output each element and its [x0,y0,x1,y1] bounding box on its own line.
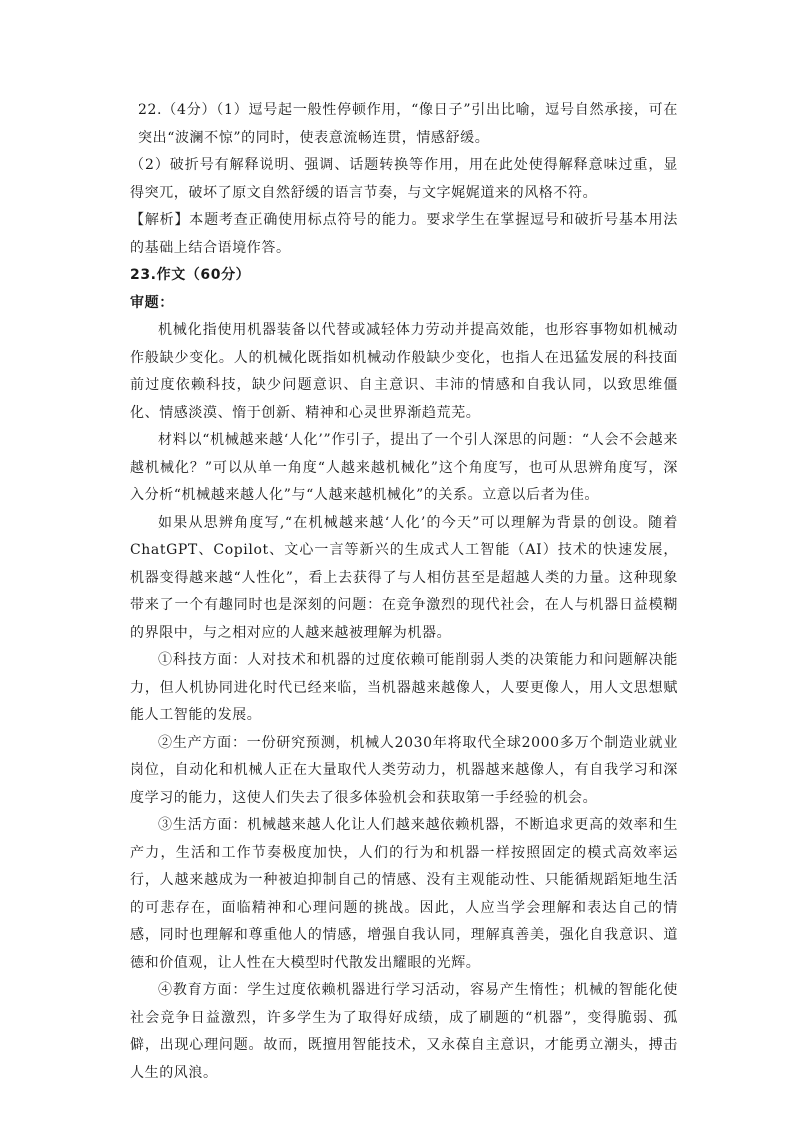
analysis-text: 本题考查正确使用标点符号的能力。要求学生在掌握逗号和破折号基本用法的基础上结合语境作答。 [130,212,678,256]
q22-analysis [130,207,678,262]
q23-title: 23.作文（60分） [130,267,251,283]
paragraph-technology: ①科技方面：人对技术和机器的过度依赖可能削弱人类的决策能力和问题解决能力，但人机协同进化时代已经来临，当机器越来越像人，人要更像人，用人文思想赋能人工智能的发展。 [130,652,678,723]
paragraph-education: ④教育方面：学生过度依赖机器进行学习活动，容易产生惰性；机械的智能化使社会竞争日益激烈，许多学生为了取得好成绩，成了刷题的“机器”，变得脆弱、孤僻，出现心理问题。故而，既擅用智能技术，又永葆自主意识，才能勇立潮头，搏击人生的风浪。 [130,982,678,1081]
paragraph-definition: 机械化指使用机器装备以代替或减轻体力劳动并提高效能，也形容事物如机械动作般缺少变化。人的机械化既指如机械动作般缺少变化，也指人在迅猛发展的科技面前过度依赖科技，缺少问题意识、自主意识、丰沛的情感和自我认同，以致思维僵化、情感淡漠、惰于创新、精神和心灵世界渐趋荒芜。 [130,322,678,421]
document-page [130,97,678,1087]
shenti-heading: 审题： [130,294,174,311]
paragraph-material: 材料以“机械越来越‘人化’”作引子，提出了一个引人深思的问题：“人会不会越来越机械化？”可以从单一角度“人越来越机械化”这个角度写，也可从思辨角度写，深入分析“机械越来越人化”与“人越来越机械化”的关系。立意以后者为佳。 [130,432,678,503]
analysis-label: 【解析】 [130,212,190,228]
q22-answer-1: 22.（4分）（1）逗号起一般性停顿作用，“像日子”引出比喻，逗号自然承接，可在突出“波澜不惊”的同时，使表意流畅连贯，情感舒缓。 [138,102,678,146]
q22-answer-2: （2）破折号有解释说明、强调、话题转换等作用，用在此处使得解释意味过重，显得突兀，破坏了原文自然舒缓的语言节奏，与文字娓娓道来的风格不符。 [130,157,678,201]
paragraph-production: ②生产方面：一份研究预测，机械人2030年将取代全球2000多万个制造业就业岗位，自动化和机械人正在大量取代人类劳动力，机器越来越像人，有自我学习和深度学习的能力，这使人们失去了很多体验机会和获取第一手经验的机会。 [130,734,678,806]
paragraph-dialectic: 如果从思辨角度写,“在机械越来越‘人化’的今天”可以理解为背景的创设。随着ChatGPT、Copilot、文心一言等新兴的生成式人工智能（AI）技术的快速发展，机器变得越来越“人性化”，看上去获得了与人相仿甚至是超越人类的力量。这种现象带来了一个有趣同时也是深刻的问题：在竞争激烈的现代社会，在人与机器日益模糊的界限中，与之相对应的人越来越被理解为机器。 [130,514,678,641]
paragraph-life: ③生活方面：机械越来越人化让人们越来越依赖机器，不断追求更高的效率和生产力，生活和工作节奏极度加快，人们的行为和机器一样按照固定的模式高效率运行，人越来越成为一种被迫抑制自己的情感、没有主观能动性、只能循规蹈矩地生活的可悲存在，面临精神和心理问题的挑战。因此，人应当学会理解和表达自己的情感，同时也理解和尊重他人的情感，增强自我认同，理解真善美，强化自我意识、道德和价值观，让人性在大模型时代散发出耀眼的光辉。 [130,817,678,971]
